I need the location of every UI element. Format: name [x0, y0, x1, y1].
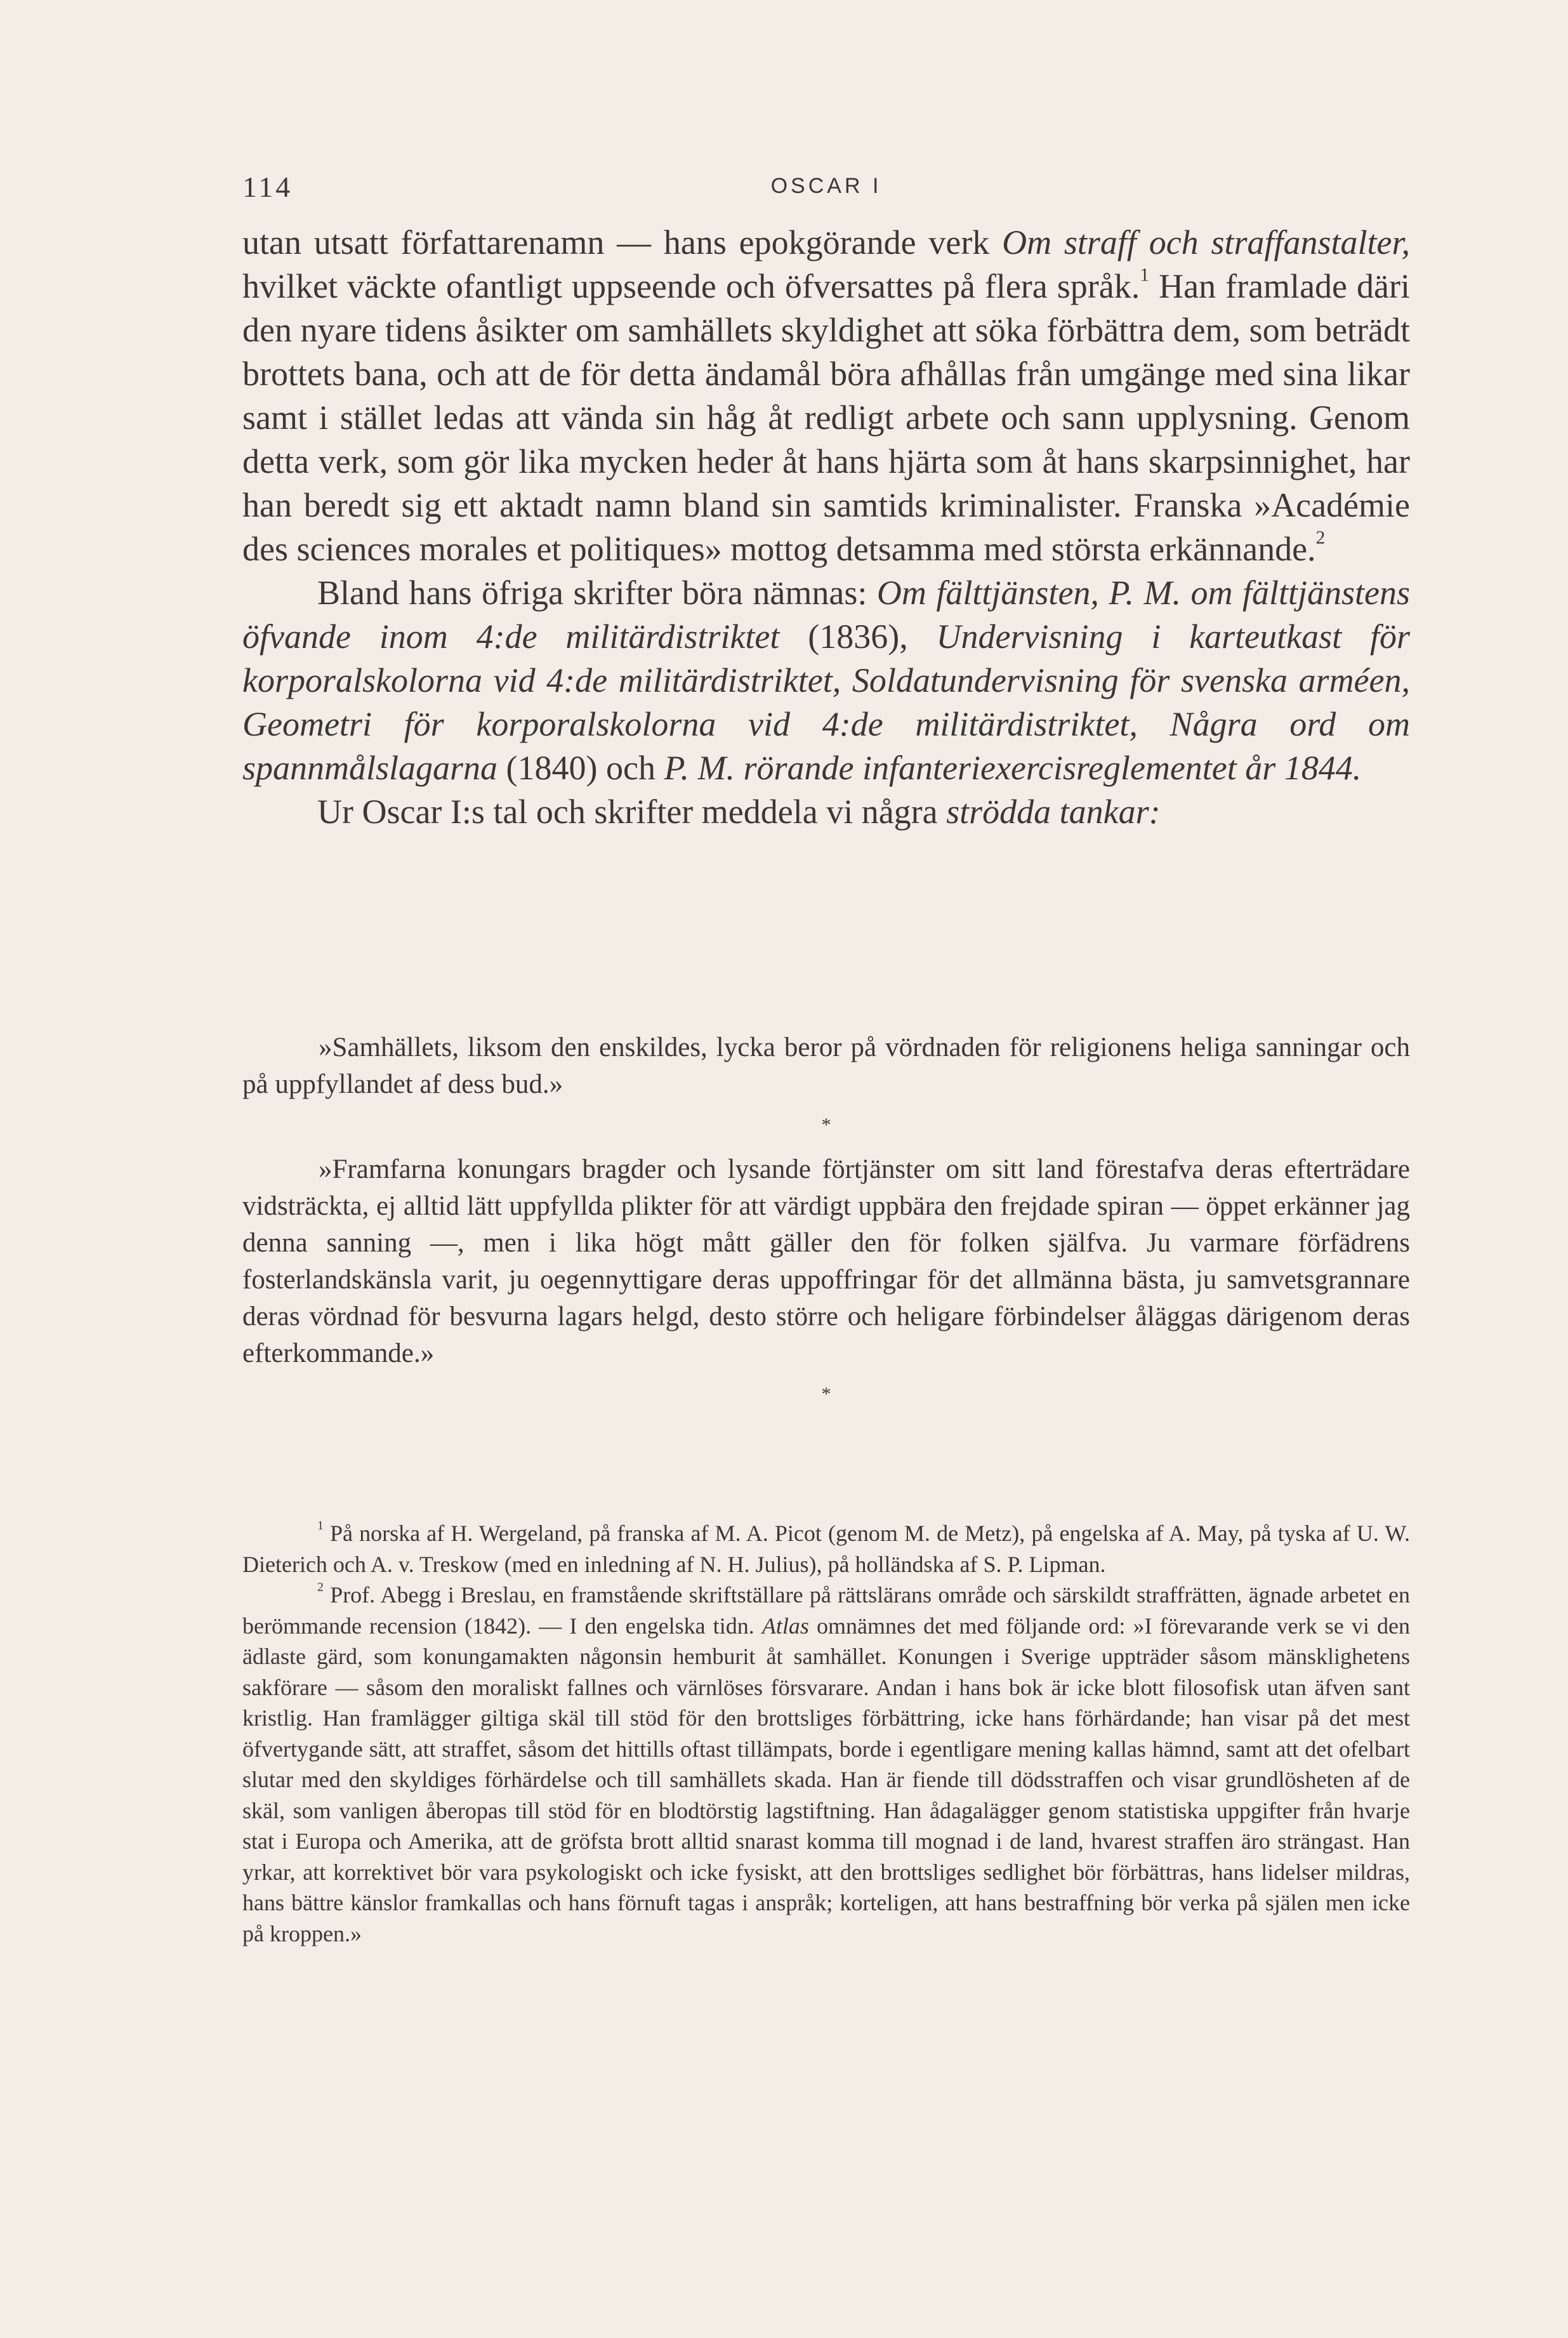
text-run: Han framlade däri den nyare tidens åsikter om samhällets skyldighet att söka förbättra dem, som beträdt brottets bana, och att de för detta ändamål böra afhållas från umgänge med sina likar samt i stället ledas att vända sin håg åt redligt arbete och sann upplysning. Genom detta verk, som gör lika mycken heder åt hans hjärta som åt hans skarpsinnighet, har han beredt sig ett aktadt namn bland sin samtids kriminalister. Franska »Académie des sciences morales et politiques» mottog detsamma med största erkännande. — [242, 267, 1411, 568]
text-run: (1840) och — [497, 749, 664, 787]
italic-title: strödda tankar: — [946, 793, 1161, 831]
footnote-marker: 1 — [317, 1519, 324, 1533]
text-run: utan utsatt författarenamn — hans epokgörande verk — [242, 223, 1003, 261]
paragraph — [242, 571, 1410, 790]
running-title: OSCAR I — [770, 174, 882, 198]
paragraph — [242, 790, 1410, 834]
italic-title: Om straff och straffanstalter, — [1002, 223, 1411, 261]
text-run: På norska af H. Wergeland, på franska af M. A. Picot (genom M. de Metz), på engelska af A. May, på tyska af U. W. Dieterich och A. v. Treskow (med en inledning af N. H. Julius), på holländska af S. P. Lipman. — [242, 1521, 1410, 1577]
paragraph — [242, 221, 1410, 571]
italic-title: Om fälttjänsten, P. M. om fälttjänstens öfvande inom 4:de militärdistriktet — [242, 574, 1411, 656]
footnote — [242, 1518, 1410, 1580]
main-text — [242, 221, 1410, 834]
asterism-separator: * — [821, 1114, 831, 1135]
text-run: Bland hans öfriga skrifter böra nämnas: — [317, 574, 877, 612]
quotation: »Samhällets, liksom den enskildes, lycka beror på vördnaden för religionens heliga sanningar och på uppfyllandet af dess bud.» — [242, 1033, 1410, 1099]
italic-title: Atlas — [761, 1613, 809, 1639]
footnote-text — [242, 1582, 1410, 1946]
italic-title: P. M. rörande infanteriexercisreglementet år 1844. — [664, 749, 1362, 787]
footnotes — [242, 1518, 1410, 1949]
footnote-text — [242, 1521, 1410, 1577]
text-run: Prof. Abegg i Breslau, en framstående skriftställare på rättslärans område och särskildt straffrätten, ägnade arbetet en berömmande recension (1842). — I den engelska tidn. — [242, 1582, 1410, 1639]
quotation: »Framfarna konungars bragder och lysande förtjänster om sitt land förestafva deras efterträdare vidsträckta, ej alltid lätt uppfyllda plikter för att värdigt uppbära den frejdade spiran — öppet erkänner jag denna sanning —, men i lika högt mått gäller den för folken själfva. Ju varmare förfädrens fosterlandskänsla varit, ju oegennyttigare deras uppoffringar för det allmänna bästa, ju samvetsgrannare deras vördnad för besvurna lagars helgd, desto större och heligare förbindelser åläggas därigenom deras efterkommande.» — [242, 1154, 1410, 1368]
footnote — [242, 1580, 1410, 1949]
footnote-marker: 2 — [317, 1580, 324, 1595]
quotations — [242, 1029, 1410, 1420]
text-run: Ur Oscar I:s tal och skrifter meddela vi några — [317, 793, 947, 831]
running-head — [242, 170, 1410, 208]
asterism-separator: * — [821, 1384, 831, 1404]
italic-title: Undervisning i karteutkast för korporalskolorna vid 4:de militärdistriktet, Soldatundervisning för svenska arméen, Geometri för korporalskolorna vid 4:de militärdistriktet, Några ord om spannmålslagarna — [242, 618, 1410, 787]
text-run: (1836), — [779, 618, 937, 656]
footnote-reference: 2 — [1315, 527, 1326, 548]
page-number: 114 — [242, 171, 293, 203]
text-run: omnämnes det med följande ord: »I förevarande verk se vi den ädlaste gärd, som konungamakten någonsin hemburit åt samhället. Konungen i Sverige uppträder såsom mänsklighetens sakförare — såsom den moraliskt fallnes och värnlöses försvarare. Andan i hans bok är icke blott filosofisk utan äfven sant kristlig. Han framlägger giltiga skäl till stöd för den brottsliges förbättring, icke hans förhärdande; han visar på det mest öfvertygande sätt, att straffet, såsom det hittills oftast tillämpats, borde i egentligare mening kallas hämnd, samt att det ofelbart slutar med den skyldiges förhärdelse och till samhällets skada. Han är fiende till dödsstraffen och visar grundlösheten af de skäl, som vanligen åberopas till stöd för en blodtörstig lagstiftning. Han ådagalägger genom statistiska uppgifter från hvarje stat i Europa och Amerika, att de gröfsta brott alltid snarast komma till mognad i de land, hvarest straffen äro strängast. Han yrkar, att korrektivet bör vara psykologiskt och icke fysiskt, att den brottsliges sedlighet bör förbättras, hans lidelser mildras, hans bättre känslor framkallas och hans förnuft tagas i anspråk; korteligen, att hans bestraffning bör verka på själen men icke på kroppen.» — [242, 1613, 1410, 1946]
footnote-reference: 1 — [1140, 265, 1150, 286]
text-run: hvilket väckte ofantligt uppseende och öfversattes på flera språk. — [242, 267, 1140, 305]
